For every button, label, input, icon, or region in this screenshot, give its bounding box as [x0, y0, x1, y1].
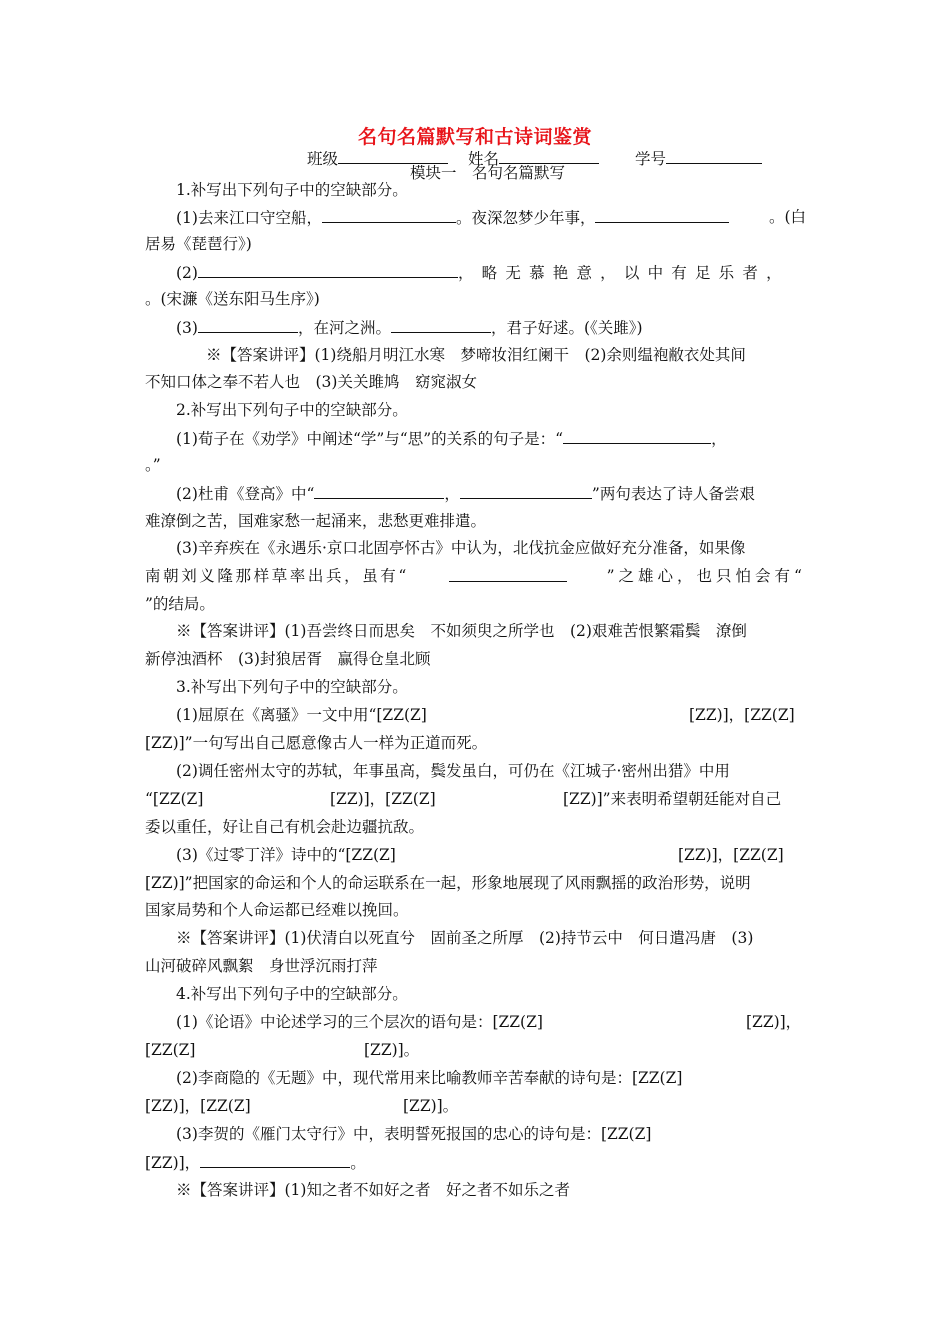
q3-item2-mid: [ZZ)]，[ZZ(Z] [330, 790, 436, 808]
q3-answer-cont: 山河破碎风飘絮 身世浮沉雨打萍 [145, 957, 378, 975]
class-blank [338, 148, 448, 164]
q3-item1-cont: [ZZ)]”一句写出自己愿意像古人一样为正道而死。 [145, 734, 488, 752]
q4-item2: (2)李商隐的《无题》中，现代常用来比喻教师辛苦奉献的诗句是：[ZZ(Z] [176, 1069, 683, 1087]
q3-item2-open: “[ZZ(Z] [145, 790, 204, 808]
q3-item3-mid: [ZZ)]，[ZZ(Z] [678, 846, 784, 864]
q1-item1-cont: 居易《琵琶行》) [145, 235, 252, 253]
q1-item1: (1)去来江口守空船， 。夜深忽梦少年事， 。(白 [176, 208, 806, 227]
q1-answer-cont: 不知口体之奉不若人也 (3)关关雎鸠 窈窕淑女 [145, 373, 477, 391]
q2-item1: (1)荀子在《劝学》中阐述“学”与“思”的关系的句子是：“ ， [176, 430, 727, 448]
q3-item1: (1)屈原在《离骚》一文中用“[ZZ(Z] [176, 706, 427, 724]
name-label: 姓名 [468, 150, 500, 168]
q3-answer: ※【答案讲评】(1)伏清白以死直兮 固前圣之所厚 (2)持节云中 何日遣冯唐 (3) [176, 929, 754, 947]
blank [198, 262, 458, 278]
class-label: 班级 [307, 150, 339, 168]
q2-item2-cont: 难潦倒之苦，国难家愁一起涌来，悲愁更难排遣。 [145, 512, 487, 530]
q2-answer: ※【答案讲评】(1)吾尝终日而思矣 不如须臾之所学也 (2)艰难苦恨繁霜鬓 潦倒 [176, 622, 747, 640]
q1-item2-cont: 。(宋濂《送东阳马生序》) [145, 290, 320, 308]
blank [322, 207, 456, 223]
q1-answer: ※【答案讲评】(1)绕船月明江水寒 梦啼妆泪红阑干 (2)余则缊袍敝衣处其间 [206, 346, 746, 364]
q3-item2-cont: 委以重任，好让自己有机会赴边疆抗敌。 [145, 818, 425, 836]
q4-stem: 4.补写出下列句子中的空缺部分。 [176, 985, 408, 1003]
q2-stem: 2.补写出下列句子中的空缺部分。 [176, 401, 408, 419]
q3-item2: (2)调任密州太守的苏轼，年事虽高，鬓发虽白，可仍在《江城子·密州出猎》中用 [176, 762, 730, 780]
q4-answer: ※【答案讲评】(1)知之者不如好之者 好之者不如乐之者 [176, 1181, 570, 1199]
module-heading: 模块一 名句名篇默写 [410, 164, 566, 182]
blank [200, 1152, 350, 1168]
q3-item3-cont: [ZZ)]”把国家的命运和个人的命运联系在一起，形象地展现了风雨飘摇的政治形势，说明 [145, 874, 751, 892]
blank [460, 483, 592, 499]
blank [314, 483, 444, 499]
number-label: 学号 [635, 150, 667, 168]
q3-stem: 3.补写出下列句子中的空缺部分。 [176, 678, 408, 696]
q4-item3-cont: [ZZ)]， 。 [145, 1154, 366, 1172]
q4-item1: (1)《论语》中论述学习的三个层次的语句是：[ZZ(Z] [176, 1013, 543, 1031]
q2-item3-cont: 南朝刘义隆那样草率出兵，虽有“ ”之雄心，也只怕会有“ [145, 567, 806, 585]
q4-item2-end: [ZZ)]。 [403, 1097, 459, 1115]
q4-item1-mid: [ZZ)]， [746, 1013, 802, 1031]
blank [563, 428, 711, 444]
q2-item3-end: ”的结局。 [145, 595, 215, 613]
blank [595, 207, 729, 223]
q2-item3: (3)辛弃疾在《永遇乐·京口北固亭怀古》中认为，北伐抗金应做好充分准备，如果像 [176, 539, 746, 557]
q1-stem: 1.补写出下列句子中的空缺部分。 [176, 181, 408, 199]
q2-answer-cont: 新停浊酒杯 (3)封狼居胥 赢得仓皇北顾 [145, 650, 431, 668]
q1-item2: (2) ，略无慕艳意，以中有足乐者， [176, 264, 790, 282]
blank [198, 317, 298, 333]
q4-item2-cont: [ZZ)]，[ZZ(Z] [145, 1097, 251, 1115]
blank [391, 317, 491, 333]
q2-item1-cont: 。” [145, 456, 161, 474]
page-title: 名句名篇默写和古诗词鉴赏 [357, 126, 592, 148]
q2-item2: (2)杜甫《登高》中“ ， ”两句表达了诗人备尝艰 [176, 485, 755, 503]
q4-item1-cont: [ZZ(Z] [145, 1041, 196, 1059]
q4-item3: (3)李贺的《雁门太守行》中，表明誓死报国的忠心的诗句是：[ZZ(Z] [176, 1125, 652, 1143]
blank [449, 566, 567, 582]
q4-item1-end: [ZZ)]。 [364, 1041, 420, 1059]
q3-item2-close: [ZZ)]”来表明希望朝廷能对自己 [563, 790, 782, 808]
q1-item3: (3) ，在河之洲。 ，君子好逑。(《关雎》) [176, 319, 643, 337]
q3-item1-mid: [ZZ)]，[ZZ(Z] [689, 706, 795, 724]
q3-item3: (3)《过零丁洋》诗中的“[ZZ(Z] [176, 846, 396, 864]
name-blank [499, 148, 599, 164]
number-blank [666, 148, 762, 164]
q3-item3-end: 国家局势和个人命运都已经难以挽回。 [145, 901, 409, 919]
